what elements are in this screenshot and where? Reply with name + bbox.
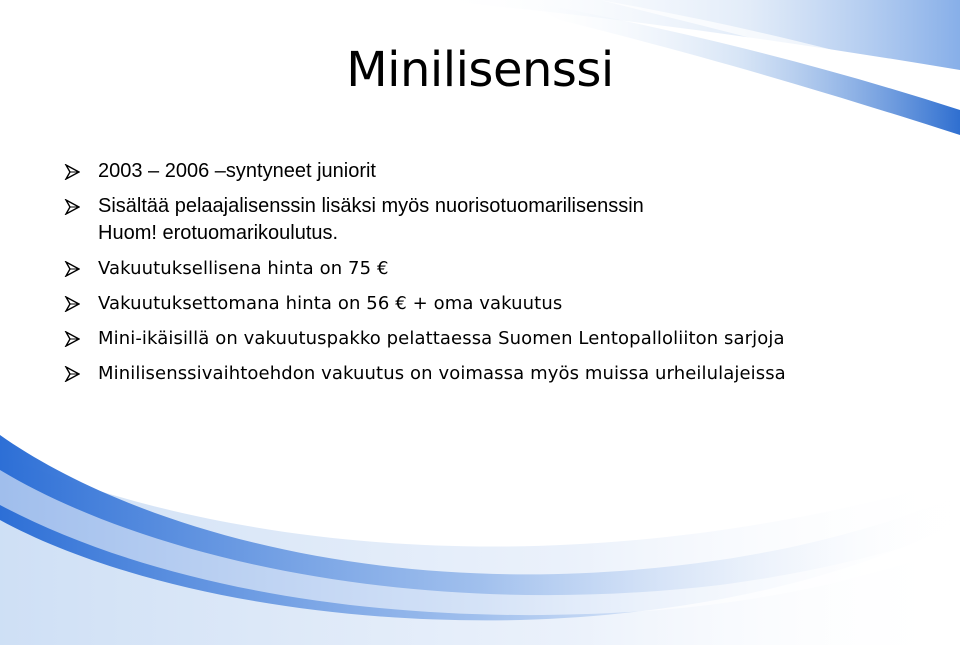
bullet-text-continued: Huom! erotuomarikoulutus. <box>98 222 339 244</box>
bullet-text: Mini-ikäisillä on vakuutuspakko pelattaessa Suomen Lentopalloliiton sarjoja <box>98 328 785 349</box>
arrowhead-icon <box>64 331 80 347</box>
arrowhead-icon <box>64 296 80 312</box>
arrowhead-icon <box>64 261 80 277</box>
bullet-item <box>62 325 942 352</box>
bullet-item <box>62 158 942 185</box>
arrowhead-icon <box>64 366 80 382</box>
bullet-text: Minilisenssivaihtoehdon vakuutus on voimassa myös muissa urheilulajeissa <box>98 363 786 384</box>
bullet-list <box>62 158 942 395</box>
slide-title: Minilisenssi <box>346 42 614 98</box>
bullet-text: 2003 – 2006 –syntyneet juniorit <box>98 160 376 182</box>
arrowhead-icon <box>64 199 80 215</box>
bullet-item <box>62 193 942 247</box>
bullet-text: Sisältää pelaajalisenssin lisäksi myös nuorisotuomarilisenssin <box>98 195 644 217</box>
bullet-item <box>62 255 942 282</box>
bullet-item <box>62 290 942 317</box>
bullet-text: Vakuutuksellisena hinta on 75 € <box>98 258 389 279</box>
bullet-item <box>62 360 942 387</box>
arrowhead-icon <box>64 164 80 180</box>
bullet-text: Vakuutuksettomana hinta on 56 € + oma vakuutus <box>98 293 563 314</box>
